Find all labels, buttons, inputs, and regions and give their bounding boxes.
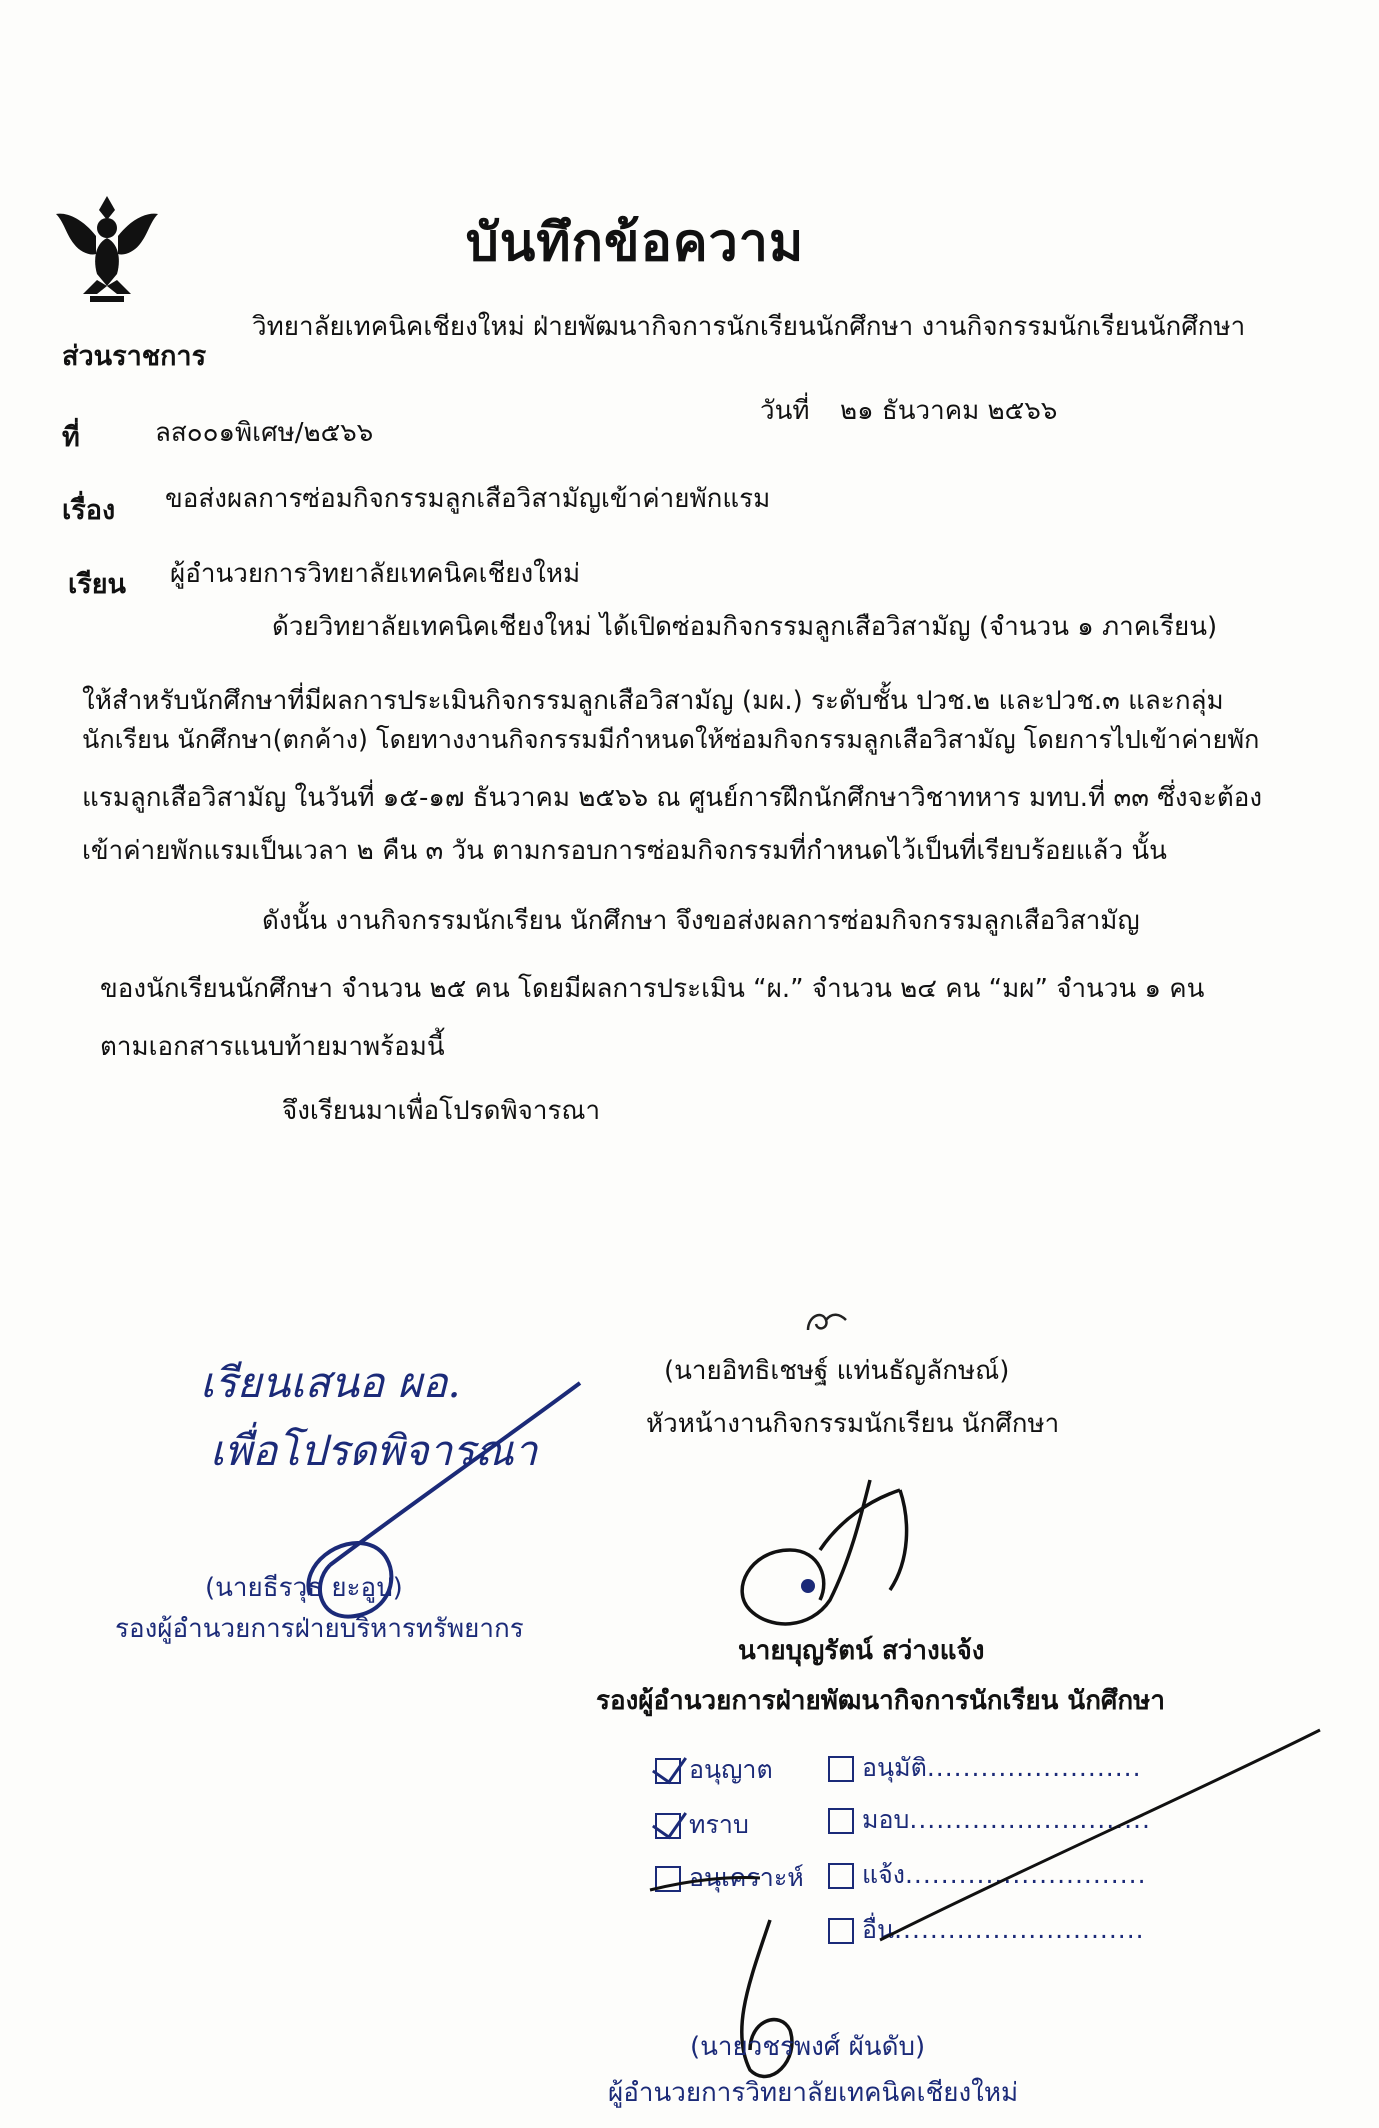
fill-line: ........................... bbox=[904, 1860, 1147, 1889]
subject-value: ขอส่งผลการซ่อมกิจกรรมลูกเสือวิสามัญเข้าค่ายพักแรม bbox=[165, 484, 771, 514]
fill-line: ............................ bbox=[894, 1915, 1145, 1944]
handwritten-note: เพื่อโปรดพิจารณา bbox=[210, 1426, 538, 1475]
checkbox-label: อนุมัติ bbox=[862, 1753, 927, 1782]
signature-activity-head bbox=[800, 1300, 860, 1340]
subject-label: เรื่อง bbox=[62, 495, 116, 526]
agency-value: วิทยาลัยเทคนิคเชียงใหม่ ฝ่ายพัฒนากิจการนักเรียนนักศึกษา งานกิจกรรมนักเรียนนักศึกษา bbox=[252, 312, 1246, 342]
fill-line: ........................... bbox=[909, 1805, 1151, 1834]
checkbox-label: อนุเคราะห์ bbox=[689, 1863, 804, 1892]
body-line: เข้าค่ายพักแรมเป็นเวลา ๒ คืน ๓ วัน ตามกรอบการซ่อมกิจกรรมที่กำหนดไว้เป็นที่เรียบร้อยแล้ว นั้น bbox=[82, 836, 1167, 866]
body-line: ด้วยวิทยาลัยเทคนิคเชียงใหม่ ได้เปิดซ่อมกิจกรรมลูกเสือวิสามัญ (จำนวน ๑ ภาคเรียน) bbox=[272, 612, 1218, 642]
to-label: เรียน bbox=[68, 569, 127, 600]
checkbox-label: ทราบ bbox=[689, 1810, 749, 1839]
body-line: ดังนั้น งานกิจกรรมนักเรียน นักศึกษา จึงขอส่งผลการซ่อมกิจกรรมลูกเสือวิสามัญ bbox=[262, 906, 1140, 936]
checkbox-label: แจ้ง bbox=[862, 1860, 905, 1889]
deputy-resource-name: (นายธีรวุธ ยะอูป) bbox=[205, 1573, 403, 1603]
body-line: ให้สำหรับนักศึกษาที่มีผลการประเมินกิจกรรมลูกเสือวิสามัญ (มผ.) ระดับชั้น ปวช.๒ และปวช.๓ และกลุ่ม bbox=[82, 686, 1224, 716]
ref-value: ลส๐๐๑พิเศษ/๒๕๖๖ bbox=[155, 418, 374, 448]
deputy-student-title: รองผู้อำนวยการฝ่ายพัฒนากิจการนักเรียน นักศึกษา bbox=[596, 1686, 1165, 1716]
activity-head-title: หัวหน้างานกิจกรรมนักเรียน นักศึกษา bbox=[646, 1409, 1060, 1439]
body-line: ของนักเรียนนักศึกษา จำนวน ๒๕ คน โดยมีผลการประเมิน “ผ.” จำนวน ๒๔ คน “มผ” จำนวน ๑ คน bbox=[100, 974, 1205, 1004]
body-line: นักเรียน นักศึกษา(ตกค้าง) โดยทางงานกิจกรรมมีกำหนดให้ซ่อมกิจกรรมลูกเสือวิสามัญ โดยการไปเข้าค่ายพัก bbox=[82, 724, 1260, 754]
deputy-student-name: นายบุญรัตน์ สว่างแจ้ง bbox=[738, 1636, 985, 1666]
date-label: วันที่ bbox=[760, 396, 810, 426]
fill-line: ........................ bbox=[926, 1753, 1142, 1782]
director-title: ผู้อำนวยการวิทยาลัยเทคนิคเชียงใหม่ bbox=[608, 2078, 1019, 2108]
body-line: ตามเอกสารแนบท้ายมาพร้อมนี้ bbox=[100, 1032, 445, 1062]
document-title: บันทึกข้อความ bbox=[465, 213, 805, 273]
activity-head-name: (นายอิทธิเชษฐ์ แท่นธัญลักษณ์) bbox=[664, 1356, 1010, 1386]
agency-label: ส่วนราชการ bbox=[62, 341, 207, 372]
checkbox-label: อื่น bbox=[862, 1915, 895, 1944]
closing-line: จึงเรียนมาเพื่อโปรดพิจารณา bbox=[282, 1096, 601, 1126]
to-value: ผู้อำนวยการวิทยาลัยเทคนิคเชียงใหม่ bbox=[170, 559, 581, 589]
body-line: แรมลูกเสือวิสามัญ ในวันที่ ๑๕-๑๗ ธันวาคม ๒๕๖๖ ณ ศูนย์การฝึกนักศึกษาวิชาทหาร มทบ.ที่ ๓๓ ซึ่งจะต้อง bbox=[82, 783, 1263, 813]
date-value: ๒๑ ธันวาคม ๒๕๖๖ bbox=[840, 396, 1058, 426]
checkbox-label: มอบ bbox=[862, 1805, 910, 1834]
director-name: (นายวชรพงศ์ ผันดับ) bbox=[690, 2032, 926, 2062]
signature-deputy-student bbox=[700, 1470, 940, 1640]
ref-label: ที่ bbox=[62, 422, 80, 453]
deputy-resource-title: รองผู้อำนวยการฝ่ายบริหารทรัพยากร bbox=[115, 1614, 524, 1644]
checkbox-label: อนุญาต bbox=[689, 1755, 773, 1784]
handwritten-note: เรียนเสนอ ผอ. bbox=[200, 1358, 461, 1407]
